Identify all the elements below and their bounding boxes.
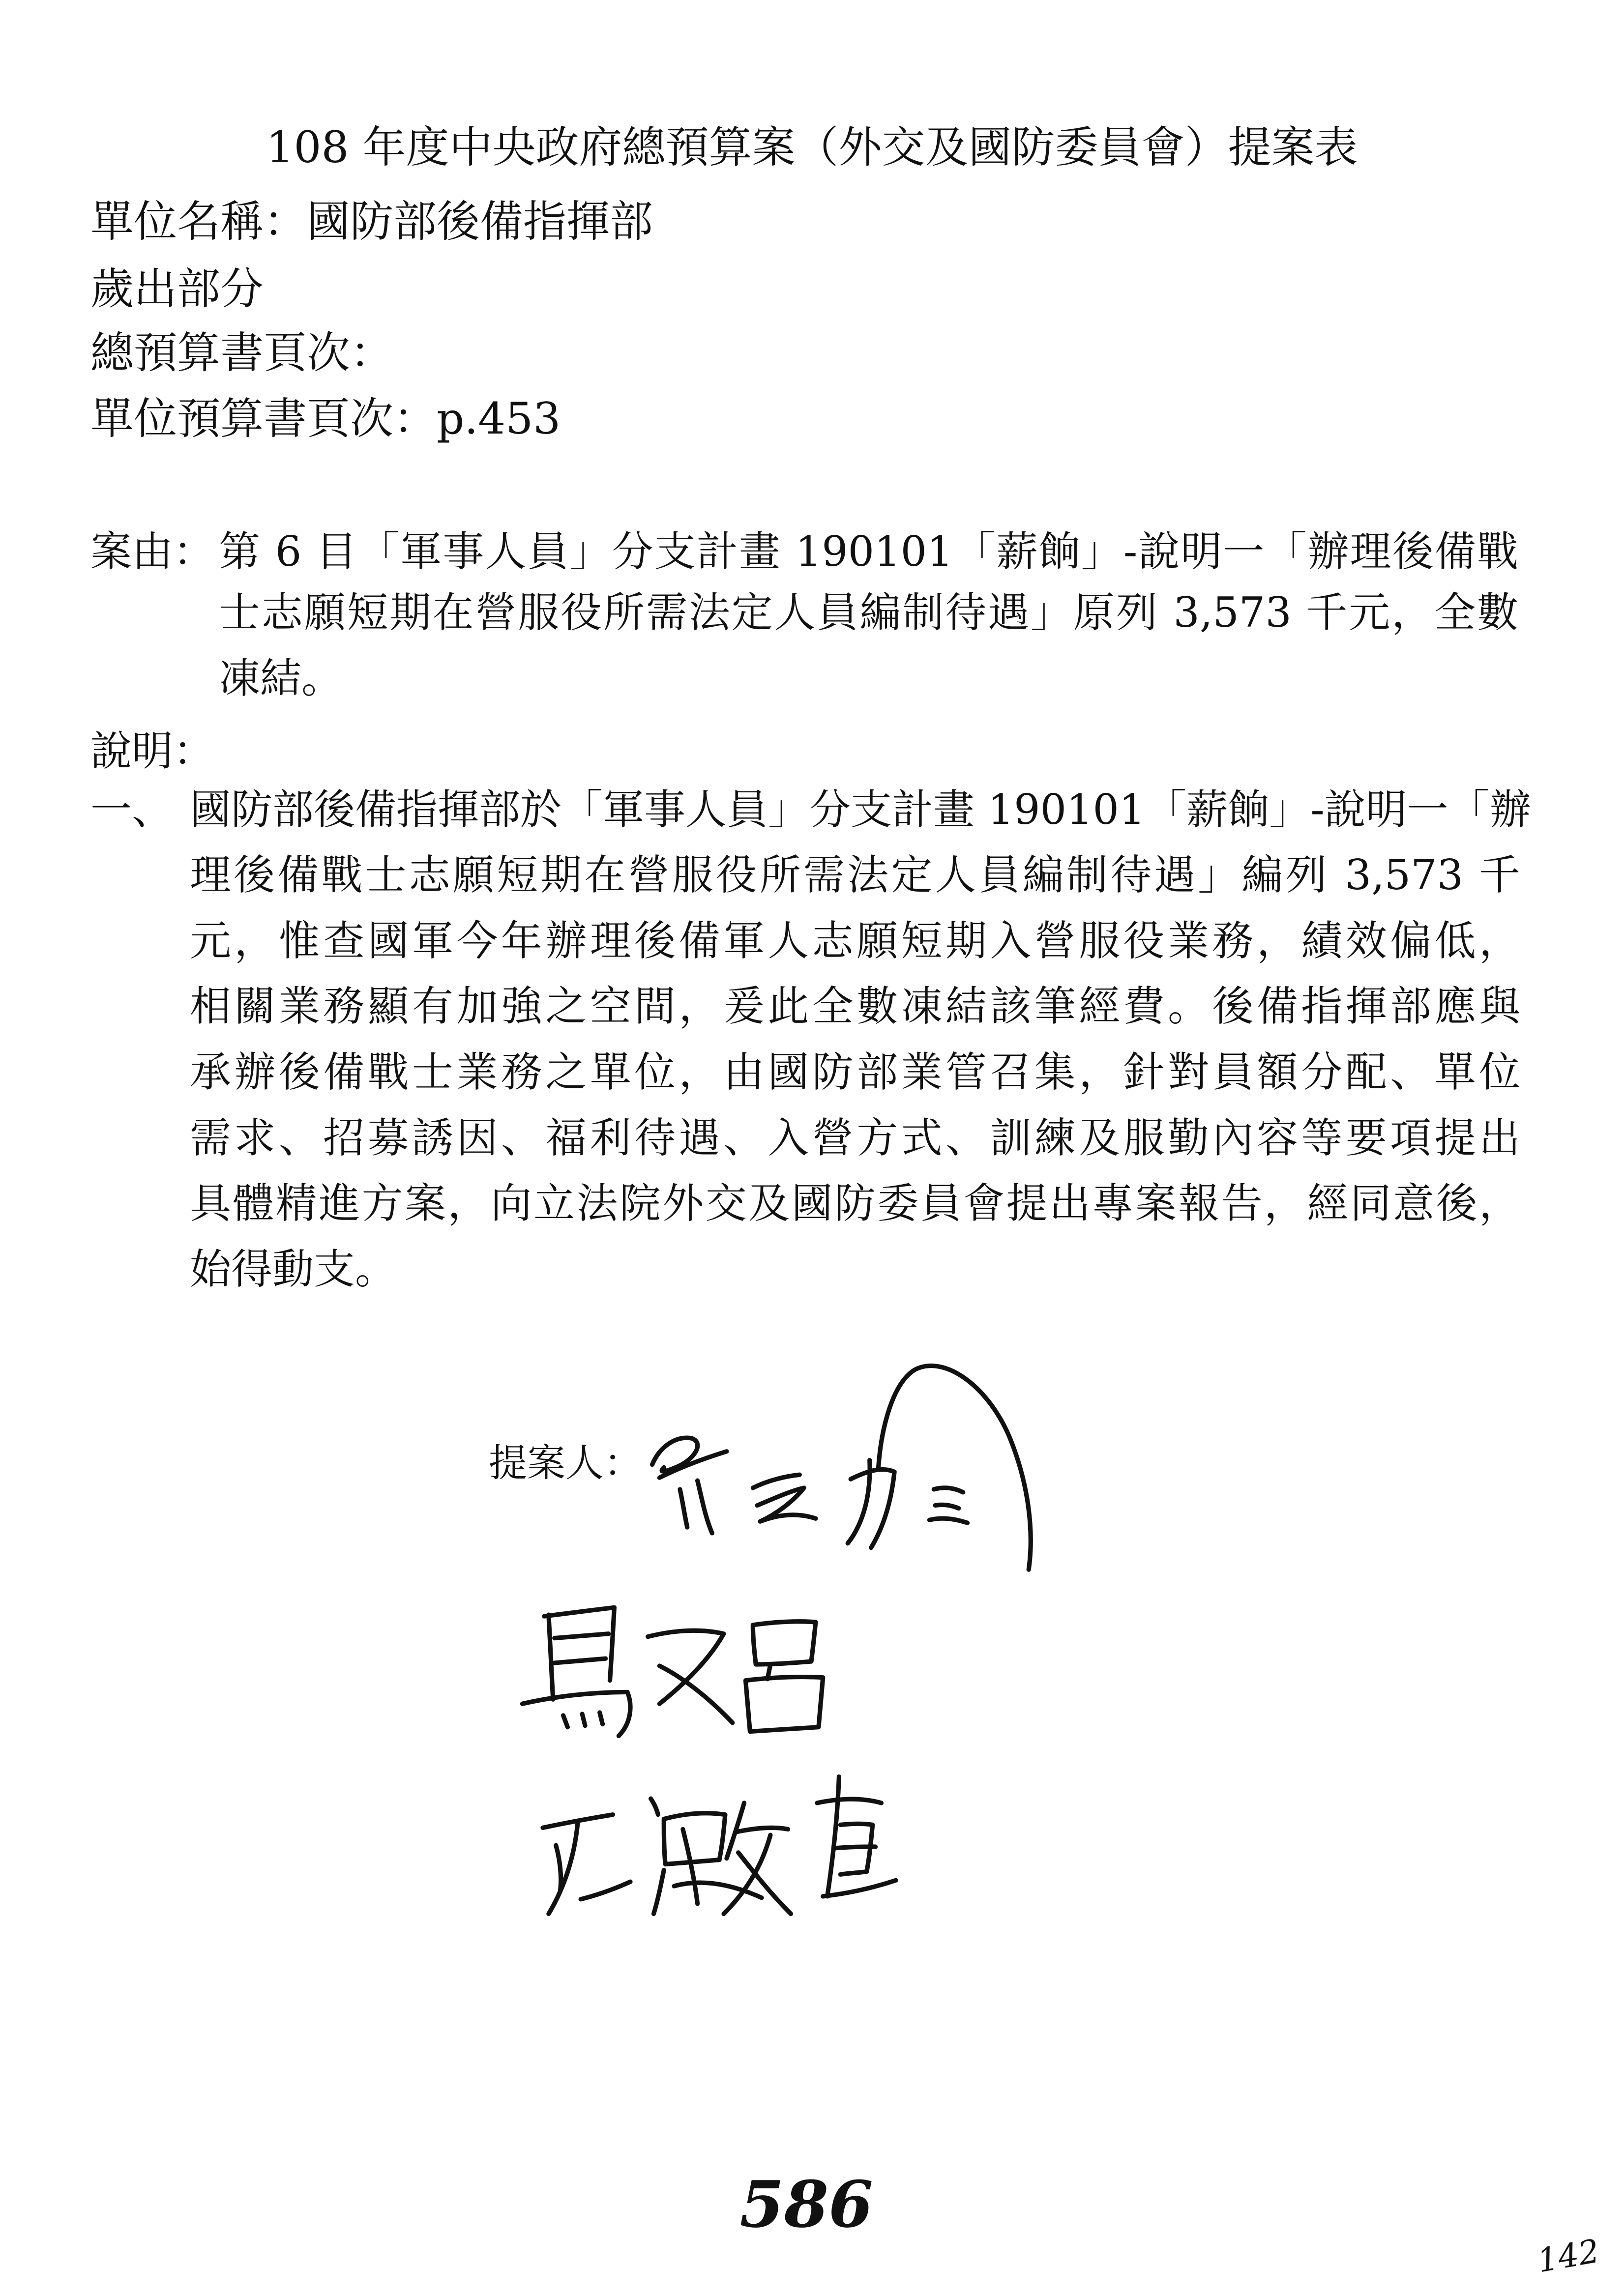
budget-section: 歲出部分 xyxy=(90,263,264,314)
handwritten-page-number: 586 xyxy=(739,2167,873,2242)
case-line: 第 6 目「軍事人員」分支計畫 190101「薪餉」-說明一「辦理後備戰 xyxy=(219,527,1518,576)
explanation-line: 國防部後備指揮部於「軍事人員」分支計畫 190101「薪餉」-說明一「辦 xyxy=(190,785,1531,834)
proposer-label: 提案人： xyxy=(489,1441,643,1485)
signature-1 xyxy=(652,1366,1031,1570)
case-label: 案由： xyxy=(90,527,215,576)
explanation-line: 具體精進方案，向立法院外交及國防委員會提出專案報告，經同意後， xyxy=(190,1179,1520,1227)
explanation-line: 承辦後備戰士業務之單位，由國防部業管召集，針對員額分配、單位 xyxy=(190,1048,1520,1096)
explanation-line: 始得動支。 xyxy=(190,1245,397,1293)
case-line: 凍結。 xyxy=(219,654,343,702)
handwritten-corner-note: 142 xyxy=(1535,2232,1602,2280)
explanation-line: 元，惟查國軍今年辦理後備軍人志願短期入營服役業務，績效偏低， xyxy=(190,917,1520,965)
explanation-line: 相關業務顯有加強之空間，爰此全數凍結該筆經費。後備指揮部應與 xyxy=(190,982,1520,1030)
total-budget-page: 總預算書頁次： xyxy=(90,327,394,378)
case-line: 士志願短期在營服役所需法定人員編制待遇」原列 3,573 千元，全數 xyxy=(219,588,1518,637)
item-marker: 一、 xyxy=(90,785,174,834)
signature-2 xyxy=(522,1607,823,1736)
explanation-label: 說明： xyxy=(90,727,215,775)
signature-3 xyxy=(543,1777,896,1914)
document-title: 108 年度中央政府總預算案（外交及國防委員會）提案表 xyxy=(266,122,1358,173)
explanation-line: 理後備戰士志願短期在營服役所需法定人員編制待遇」編列 3,573 千 xyxy=(190,851,1520,899)
explanation-line: 需求、招募誘因、福利待遇、入營方式、訓練及服勤內容等要項提出 xyxy=(190,1114,1520,1162)
unit-name: 單位名稱：國防部後備指揮部 xyxy=(90,196,653,247)
unit-budget-page: 單位預算書頁次：p.453 xyxy=(90,393,561,444)
